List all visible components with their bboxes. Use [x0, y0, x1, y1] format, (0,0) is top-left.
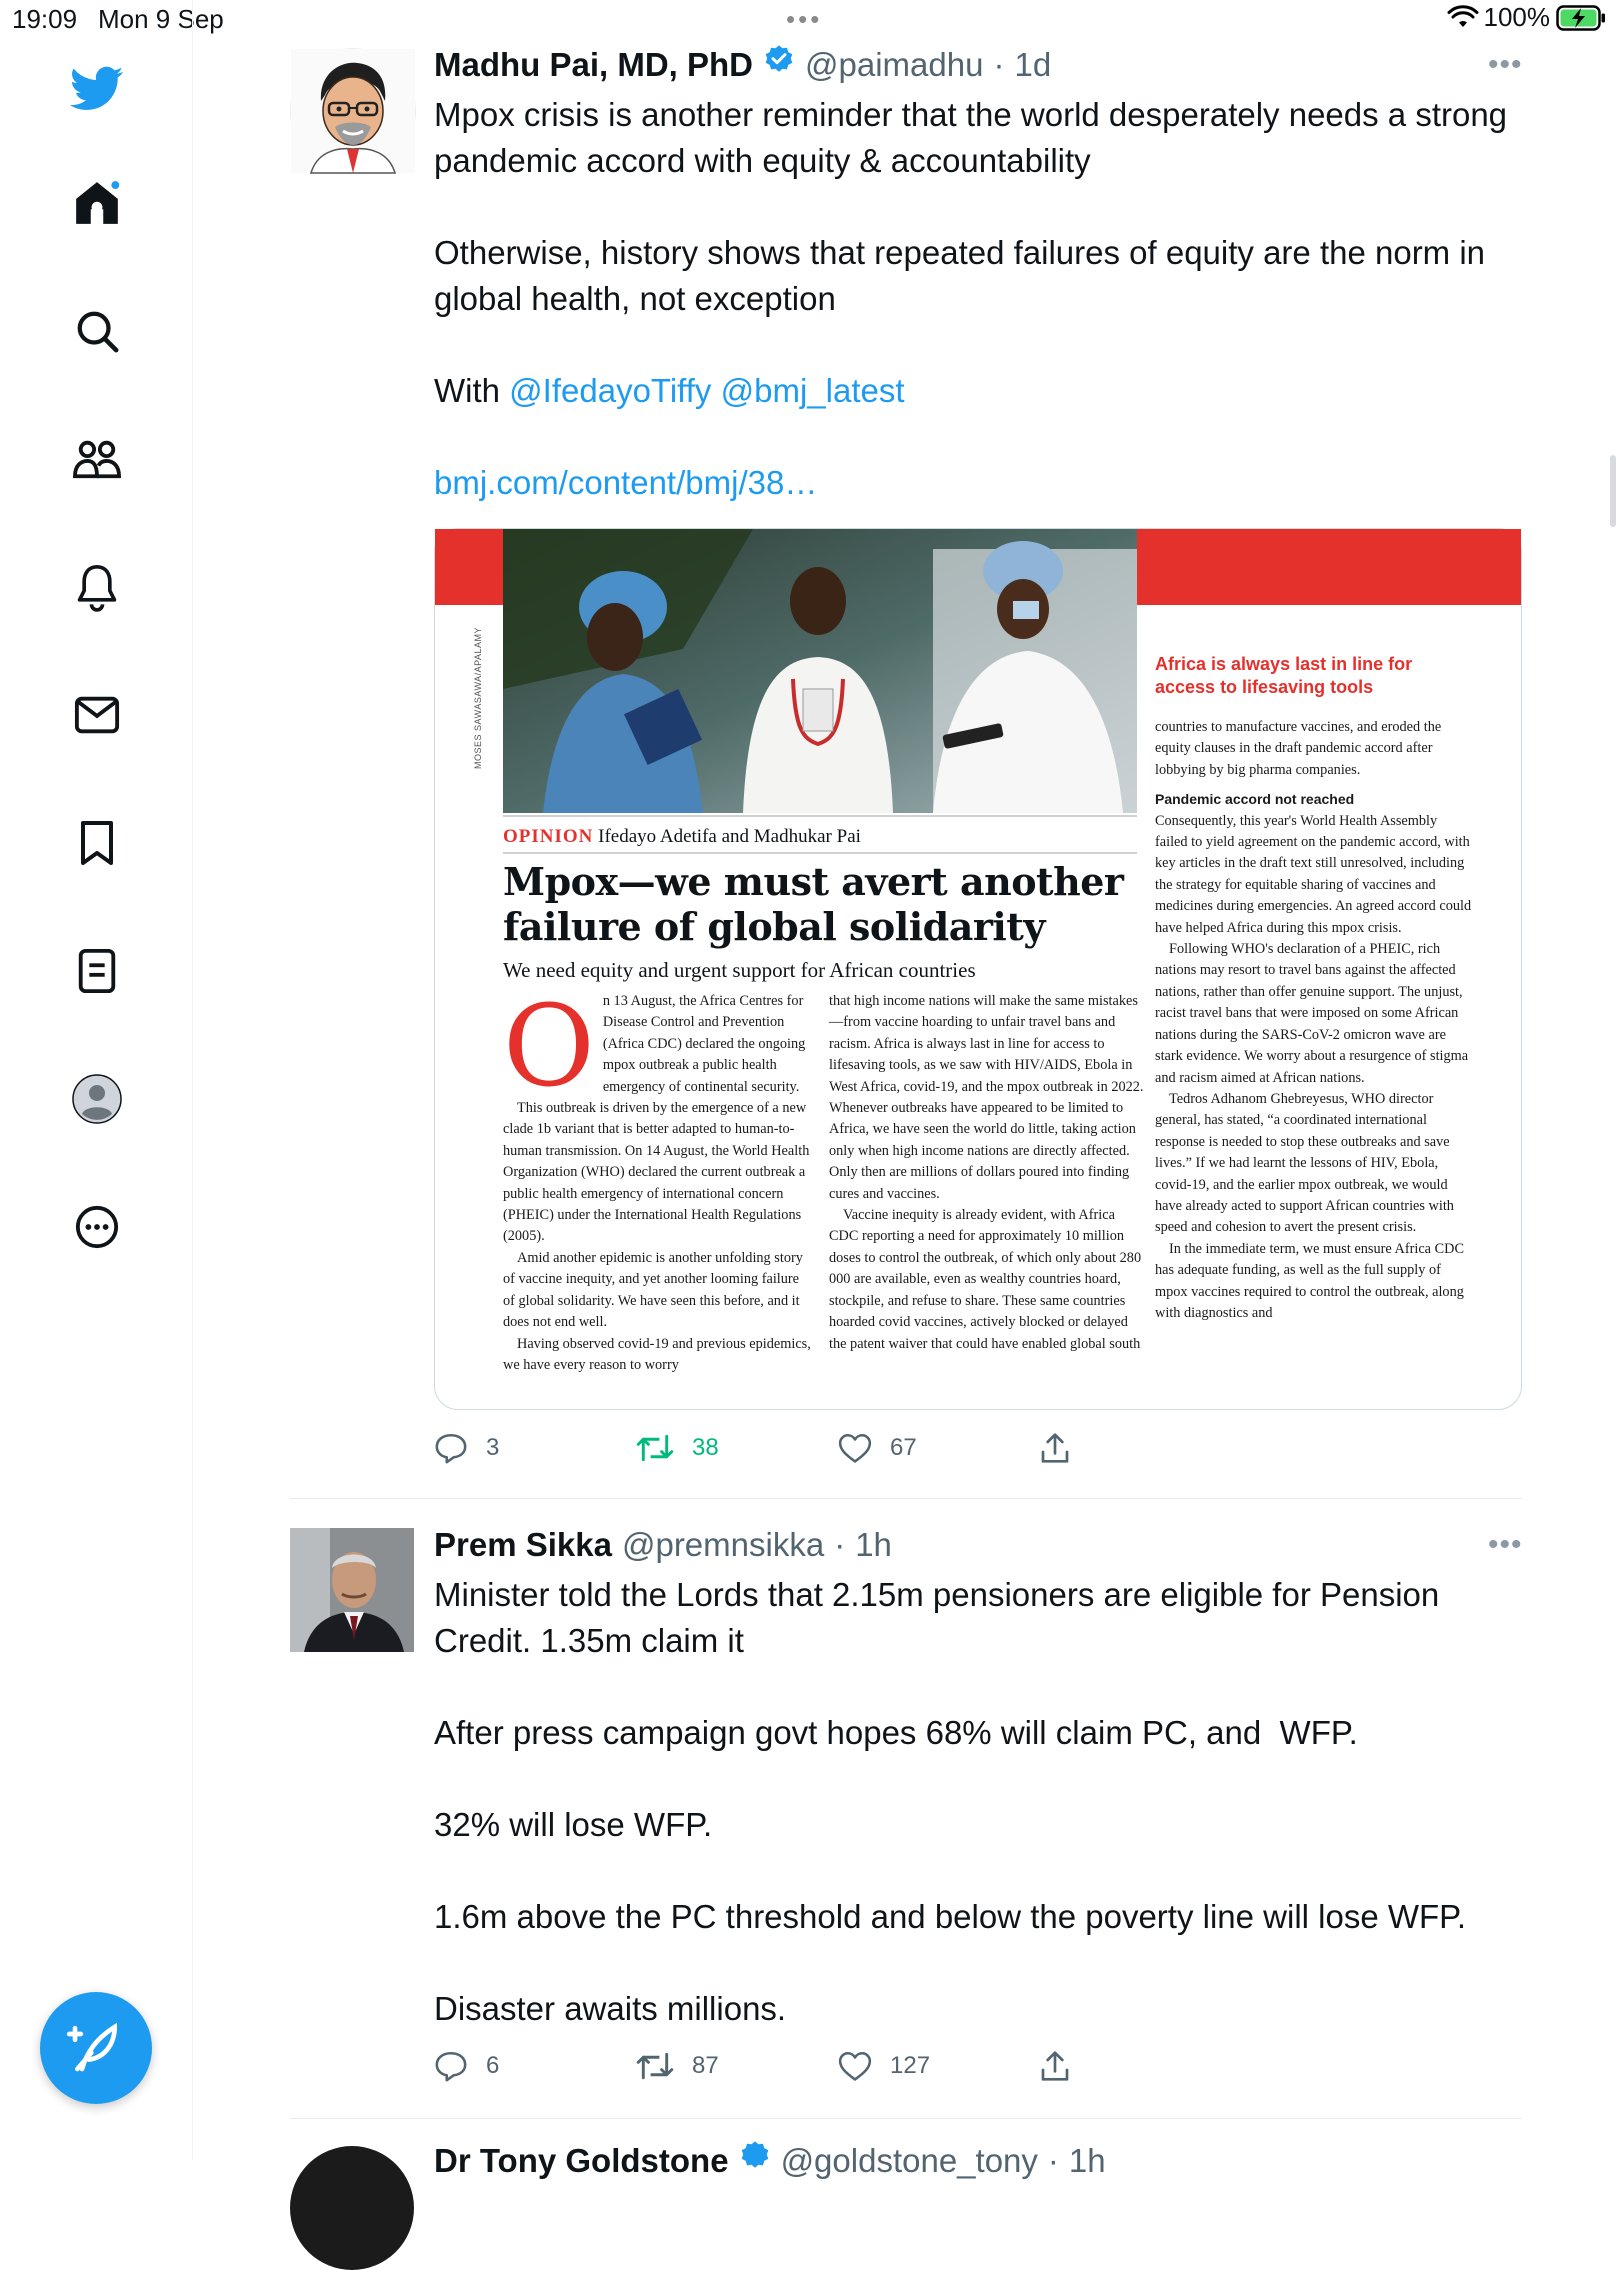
tweet-paragraph: Mpox crisis is another reminder that the world desperately needs a strong pandemic accord with equity & accountability	[434, 96, 1517, 179]
battery-percentage: 100%	[1483, 2, 1550, 32]
author-name[interactable]: Prem Sikka	[434, 1526, 612, 1563]
article-paragraph: Following WHO's declaration of a PHEIC, rich nations may resort to travel bans against the affected nations, rather than offer genuine support. The unjust, racist travel bans that were imposed on some African nations during the SARS-CoV-2 omicron wave are stark evidence. We worry about a resurgence of stigma and racism aimed at African nations.	[1155, 941, 1469, 1086]
compose-tweet-button[interactable]	[40, 1992, 152, 2104]
article-paragraph: Vaccine inequity is already evident, with Africa CDC reporting a need for approximately 10 million doses to control the outbreak, of which only about 280 000 are available, even as wealthy countries hoard, stockpile, and refuse to share. These same countries hoarded covid vaccines, actively blocked or delayed the patent waiver that could have enabled global south	[829, 1207, 1142, 1352]
retweet-icon	[636, 1433, 674, 1463]
tweet-header	[434, 44, 1051, 84]
retweet-icon	[636, 2051, 674, 2081]
reply-count: 6	[486, 2052, 500, 2079]
tweet-timestamp[interactable]: 1h	[1068, 2142, 1106, 2179]
article-headline: Mpox—we must avert another failure of global solidarity	[503, 859, 1124, 949]
article-preview-card[interactable]	[434, 528, 1522, 1410]
divider	[503, 815, 1137, 817]
divider	[503, 852, 1137, 854]
separator-dot: ·	[834, 1526, 846, 1563]
portrait-avatar-image	[290, 1528, 414, 1652]
tweet-timestamp[interactable]: 1d	[1014, 46, 1052, 83]
like-button[interactable]	[838, 2050, 1040, 2082]
author-handle[interactable]: @paimadhu	[805, 46, 984, 83]
avatar[interactable]	[290, 48, 416, 174]
avatar[interactable]	[290, 2146, 414, 2270]
article-photo	[503, 529, 1137, 813]
like-count: 127	[890, 2052, 931, 2079]
separator-dot: ·	[993, 46, 1005, 83]
author-handle[interactable]: @goldstone_tony	[780, 2142, 1038, 2179]
compose-feather-icon	[68, 2020, 124, 2076]
article-paragraph: Tedros Adhanom Ghebreyesus, WHO director general, has stated, “a coordinated international response is needed to stop these outbreaks and save lives.” If we had learnt the lessons of HIV, Ebola, covid-19, and the earlier mpox outbreak, we would have already acted to support African countries with speed and cohesion to avert the present crisis.	[1155, 1090, 1454, 1236]
article-paragraph: Consequently, this year's World Health Assembly failed to yield agreement on the pandemic accord, with key articles in the draft text still unresolved, including the strategy for equitable sharing of vaccines and medicines during emergencies. An agreed accord could have helped Africa during this mpox crisis.	[1155, 812, 1472, 936]
sidebar-nav	[0, 0, 193, 2160]
retweet-count: 38	[692, 1434, 719, 1461]
article-paragraph: that high income nations will make the same mistakes—from vaccine hoarding to unfair travel bans and racism. Africa is always last in line for access to lifesaving tools, as we saw with HIV/AIDS, Ebola in West Africa, covid-19, and the mpox outbreak in 2022. Whenever outbreaks have appeared to be limited to Africa, we have seen the world do little, taking action only when high income nations are directly affected. Only then are millions of dollars poured into finding cures and vaccines.	[829, 993, 1144, 1202]
separator-dot: ·	[1047, 2142, 1059, 2179]
photo-credit: MOSES SAWASAWA/APALAMY	[473, 626, 483, 769]
share-button[interactable]	[1040, 1432, 1242, 1464]
reply-icon	[434, 1432, 468, 1464]
verified-badge-icon	[763, 44, 795, 76]
article-link[interactable]: bmj.com/content/bmj/38…	[434, 464, 818, 501]
like-count: 67	[890, 1434, 917, 1461]
caricature-avatar-image	[291, 49, 415, 173]
share-icon	[1040, 1432, 1070, 1464]
author-name[interactable]: Dr Tony Goldstone	[434, 2142, 729, 2179]
author-name[interactable]: Madhu Pai, MD, PhD	[434, 46, 754, 83]
multitasking-dots-icon[interactable]: •••	[786, 4, 823, 34]
tweet-actions	[434, 2050, 1242, 2082]
bookmark-icon[interactable]	[70, 816, 124, 870]
opinion-label: OPINION	[503, 826, 594, 847]
article-paragraph: Having observed covid-19 and previous epidemics, we have every reason to worry	[503, 1335, 811, 1373]
article-paragraph: n 13 August, the Africa Centres for Disease Control and Prevention (Africa CDC) declared the ongoing mpox outbreak a public health emergency of continental security.	[602, 993, 806, 1095]
like-button[interactable]	[838, 1432, 1040, 1464]
mention-link[interactable]: @bmj_latest	[720, 372, 905, 409]
avatar[interactable]	[290, 1528, 414, 1652]
article-paragraph: In the immediate term, we must ensure Africa CDC has adequate funding, as well as the full supply of mpox vaccines required to control the outbreak, along with diagnostics and	[1155, 1240, 1464, 1321]
tweet-timestamp[interactable]: 1h	[855, 1526, 892, 1563]
retweet-count: 87	[692, 2052, 719, 2079]
drop-cap: O	[503, 982, 595, 1112]
status-date: Mon 9 Sep	[98, 4, 224, 34]
heart-icon	[838, 2050, 872, 2082]
more-options-icon[interactable]	[70, 1200, 124, 1254]
tweet-text	[434, 92, 1534, 506]
article-paragraph: Amid another epidemic is another unfolding story of vaccine inequity, and yet another looming failure of global solidarity. We have seen this before, and it does not end well.	[503, 1249, 803, 1331]
article-column-3	[1155, 717, 1473, 1321]
tweet-more-options-icon[interactable]: •••	[1488, 48, 1523, 81]
messages-envelope-icon[interactable]	[70, 688, 124, 742]
reply-count: 3	[486, 1434, 500, 1461]
share-icon	[1040, 2050, 1070, 2082]
communities-icon[interactable]	[70, 432, 124, 486]
tweet-text: Minister told the Lords that 2.15m pensioners are eligible for Pension Credit. 1.35m claim it After press campaign govt hopes 68% will claim PC, and WFP. 32% will lose WFP. 1.6m above the PC threshold and below the poverty line will lose WFP. Disaster awaits millions.	[434, 1576, 1467, 2027]
article-pullquote: Africa is always last in line for access to lifesaving tools	[1155, 654, 1413, 697]
verified-badge-icon	[739, 2140, 771, 2172]
tweet-paragraph: Otherwise, history shows that repeated failures of equity are the norm in global health, not exception	[434, 234, 1495, 317]
search-icon[interactable]	[70, 304, 124, 358]
tweet-divider	[290, 2118, 1522, 2119]
notifications-bell-icon[interactable]	[70, 560, 124, 614]
status-time: 19:09	[12, 4, 78, 34]
share-button[interactable]	[1040, 2050, 1242, 2082]
heart-icon	[838, 1432, 872, 1464]
tweet-divider	[290, 1498, 1522, 1499]
tweet-header	[434, 2140, 1106, 2180]
tweet-header	[434, 1526, 892, 1564]
author-handle[interactable]: @premnsikka	[621, 1526, 825, 1563]
retweet-button[interactable]	[636, 1432, 838, 1464]
article-kicker	[503, 826, 861, 848]
article-subheading: Pandemic accord not reached	[1155, 791, 1355, 808]
lists-icon[interactable]	[70, 944, 124, 998]
profile-avatar-icon[interactable]	[70, 1072, 124, 1126]
reply-button[interactable]	[434, 1432, 636, 1464]
twitter-logo-icon[interactable]	[70, 62, 124, 116]
retweet-button[interactable]	[636, 2050, 838, 2082]
article-paragraph: This outbreak is driven by the emergence of a new clade 1b variant that is better adapted to human-to-human transmission. On 14 August, the World Health Organization (WHO) declared the current outbreak a public health emergency of international concern (PHEIC) under the International Health Regulations (2005).	[503, 1100, 810, 1245]
tweet-actions	[434, 1432, 1242, 1464]
article-authors: Ifedayo Adetifa and Madhukar Pai	[598, 826, 861, 847]
article-column-2	[829, 991, 1145, 1391]
tweet-more-options-icon[interactable]: •••	[1488, 1528, 1523, 1561]
reply-icon	[434, 2050, 468, 2082]
article-paragraph: countries to manufacture vaccines, and eroded the equity clauses in the draft pandemic accord after lobbying by big pharma companies.	[1155, 719, 1442, 778]
with-prefix: With	[434, 372, 510, 409]
article-column-1	[503, 982, 813, 1391]
home-icon[interactable]	[70, 176, 124, 230]
mention-link[interactable]: @IfedayoTiffy	[509, 372, 712, 409]
reply-button[interactable]	[434, 2050, 636, 2082]
article-standfirst: We need equity and urgent support for African countries	[503, 958, 976, 982]
